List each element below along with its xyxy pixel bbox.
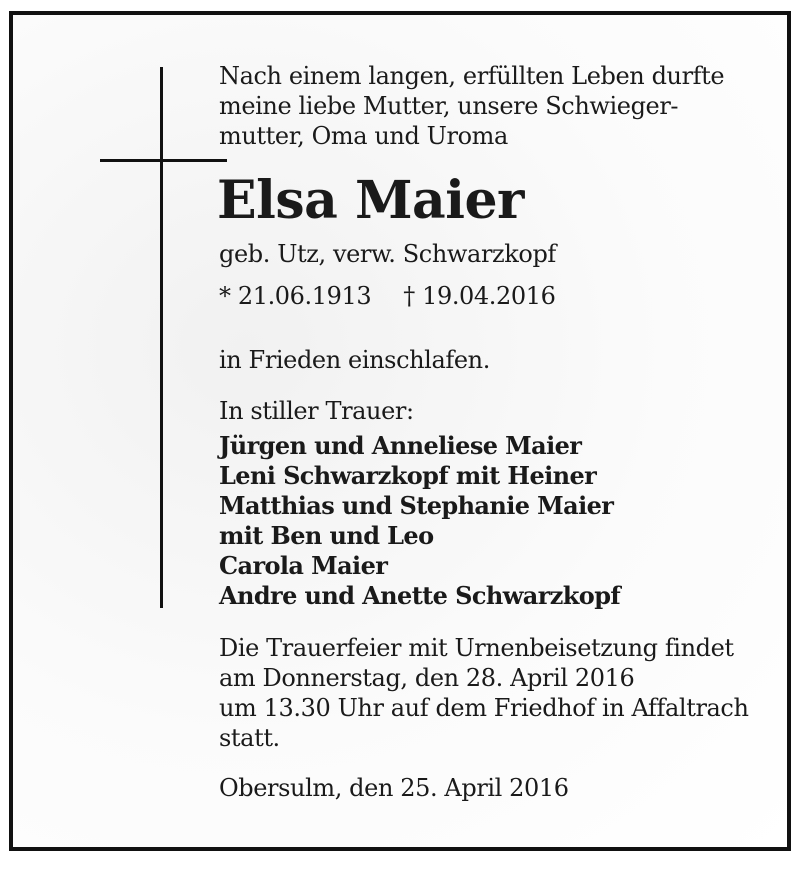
ceremony-line: Die Trauerfeier mit Urnenbeisetzung findet (219, 634, 734, 662)
mourner-entry: Jürgen und Anneliese Maier (219, 431, 582, 460)
passing-text: in Frieden einschlafen. (219, 346, 490, 374)
intro-line: mutter, Oma und Uroma (219, 122, 508, 150)
place-and-date: Obersulm, den 25. April 2016 (219, 774, 569, 802)
intro-text (219, 61, 724, 151)
intro-line: meine liebe Mutter, unsere Schwieger- (219, 92, 679, 120)
maiden-name: geb. Utz, verw. Schwarzkopf (219, 240, 556, 268)
intro-line: Nach einem langen, erfüllten Leben durfte (219, 62, 725, 90)
mourning-heading: In stiller Trauer: (219, 397, 414, 425)
deceased-name: Elsa Maier (217, 170, 524, 231)
birth-date: * 21.06.1913 (219, 282, 372, 310)
ceremony-line: statt. (219, 724, 280, 752)
cross-icon-crossbar (100, 159, 227, 162)
mourner-entry: Carola Maier (219, 551, 388, 580)
mourner-entry: Leni Schwarzkopf mit Heiner (219, 461, 597, 490)
mourner-entry: Matthias und Stephanie Maier (219, 491, 614, 520)
mourners-list (219, 431, 620, 611)
death-date: † 19.04.2016 (403, 282, 556, 310)
life-dates (219, 281, 556, 311)
ceremony-info (219, 633, 749, 753)
cross-icon (160, 67, 163, 608)
mourner-entry: Andre und Anette Schwarzkopf (219, 581, 621, 610)
ceremony-line: um 13.30 Uhr auf dem Friedhof in Affaltrach (219, 694, 749, 722)
ceremony-line: am Donnerstag, den 28. April 2016 (219, 664, 635, 692)
mourner-entry: mit Ben und Leo (219, 521, 434, 550)
